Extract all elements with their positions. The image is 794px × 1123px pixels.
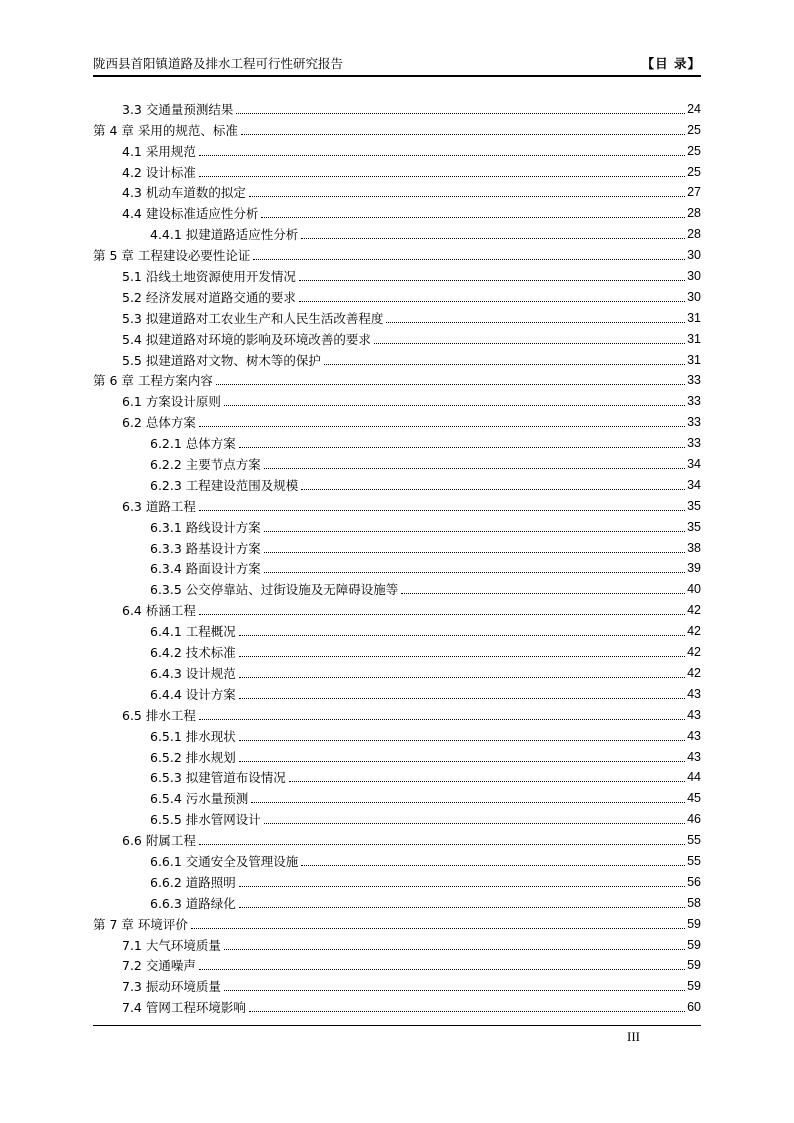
- toc-entry[interactable]: [93, 744, 701, 765]
- toc-entry-label: 6.4.4 设计方案: [150, 686, 236, 702]
- section-label: 【目 录】: [641, 56, 701, 71]
- toc-entry-label: 6.5.2 排水规划: [150, 749, 236, 765]
- toc-entry-label: 6.3 道路工程: [122, 498, 196, 514]
- toc-entry-label: 6.2.3 工程建设范围及规模: [150, 477, 299, 493]
- toc-entry-page: 55: [687, 833, 701, 848]
- toc-entry[interactable]: [93, 869, 701, 890]
- toc-entry[interactable]: [93, 430, 701, 451]
- toc-entry[interactable]: [93, 451, 701, 472]
- toc-entry-label: 7.3 振动环境质量: [122, 979, 221, 995]
- toc-entry[interactable]: [93, 556, 701, 577]
- toc-entry-label: 6.1 方案设计原则: [122, 394, 221, 410]
- toc-entry[interactable]: [93, 493, 701, 514]
- toc-entry-page: 33: [687, 394, 701, 409]
- toc-entry[interactable]: [93, 576, 701, 597]
- dot-leader: [299, 301, 685, 302]
- toc-entry[interactable]: [93, 535, 701, 556]
- toc-entry-page: 59: [687, 937, 701, 952]
- toc-entry[interactable]: [93, 806, 701, 827]
- footer-rule: [93, 1025, 701, 1026]
- toc-entry[interactable]: [93, 409, 701, 430]
- toc-entry-label: 第 4 章 采用的规范、标准: [93, 122, 238, 138]
- toc-entry-page: 27: [687, 185, 701, 200]
- dot-leader: [224, 949, 685, 950]
- dot-leader: [239, 907, 685, 908]
- toc-entry-page: 30: [687, 289, 701, 304]
- toc-entry-page: 58: [687, 895, 701, 910]
- toc-entry[interactable]: [93, 242, 701, 263]
- toc-entry-page: 44: [687, 770, 701, 785]
- dot-leader: [216, 384, 685, 385]
- dot-leader: [236, 113, 685, 114]
- dot-leader: [249, 1011, 685, 1012]
- toc-entry-label: 7.1 大气环境质量: [122, 937, 221, 953]
- toc-entry-page: 30: [687, 248, 701, 263]
- toc-entry-page: 43: [687, 749, 701, 764]
- dot-leader: [224, 990, 685, 991]
- toc-entry-page: 25: [687, 122, 701, 137]
- toc-entry-label: 6.5.1 排水现状: [150, 728, 236, 744]
- toc-entry-page: 33: [687, 373, 701, 388]
- header-rule: [93, 75, 701, 77]
- toc-entry[interactable]: [93, 827, 701, 848]
- toc-entry[interactable]: [93, 848, 701, 869]
- dot-leader: [199, 969, 685, 970]
- toc-entry-label: 6.6 附属工程: [122, 833, 196, 849]
- toc-entry-label: 6.4 桥涵工程: [122, 603, 196, 619]
- dot-leader: [264, 552, 685, 553]
- toc-entry-page: 38: [687, 540, 701, 555]
- toc-entry-page: 59: [687, 979, 701, 994]
- dot-leader: [401, 593, 685, 594]
- toc-entry[interactable]: [93, 953, 701, 974]
- toc-entry-label: 6.2.2 主要节点方案: [150, 457, 261, 473]
- dot-leader: [199, 155, 685, 156]
- table-of-contents: [93, 96, 701, 1015]
- toc-entry[interactable]: [93, 388, 701, 409]
- toc-entry[interactable]: [93, 994, 701, 1015]
- toc-entry-page: 39: [687, 561, 701, 576]
- toc-entry-page: 40: [687, 582, 701, 597]
- toc-entry[interactable]: [93, 514, 701, 535]
- toc-entry[interactable]: [93, 368, 701, 389]
- toc-entry-label: 5.4 拟建道路对环境的影响及环境改善的要求: [122, 331, 371, 347]
- toc-entry-label: 6.2.1 总体方案: [150, 436, 236, 452]
- dot-leader: [264, 468, 685, 469]
- toc-entry-page: 30: [687, 269, 701, 284]
- dot-leader: [374, 343, 685, 344]
- dot-leader: [239, 886, 685, 887]
- toc-entry-label: 6.3.4 路面设计方案: [150, 561, 261, 577]
- dot-leader: [239, 635, 685, 636]
- toc-entry-label: 6.4.1 工程概况: [150, 624, 236, 640]
- toc-entry[interactable]: [93, 221, 701, 242]
- toc-entry[interactable]: [93, 180, 701, 201]
- toc-entry-label: 6.5.5 排水管网设计: [150, 812, 261, 828]
- toc-entry-page: 56: [687, 874, 701, 889]
- dot-leader: [191, 928, 685, 929]
- toc-entry-page: 31: [687, 331, 701, 346]
- toc-entry-page: 35: [687, 519, 701, 534]
- dot-leader: [253, 259, 685, 260]
- toc-entry-page: 31: [687, 310, 701, 325]
- toc-entry[interactable]: [93, 117, 701, 138]
- dot-leader: [289, 781, 685, 782]
- toc-entry[interactable]: [93, 159, 701, 180]
- toc-entry[interactable]: [93, 973, 701, 994]
- toc-entry-page: 28: [687, 206, 701, 221]
- dot-leader: [199, 176, 685, 177]
- dot-leader: [239, 677, 685, 678]
- toc-entry-label: 6.6.3 道路绿化: [150, 895, 236, 911]
- toc-entry-page: 42: [687, 645, 701, 660]
- dot-leader: [251, 802, 685, 803]
- dot-leader: [264, 531, 685, 532]
- toc-entry-label: 6.2 总体方案: [122, 415, 196, 431]
- dot-leader: [199, 510, 685, 511]
- dot-leader: [264, 572, 685, 573]
- toc-entry-label: 5.2 经济发展对道路交通的要求: [122, 289, 296, 305]
- page-number: III: [627, 1029, 640, 1044]
- toc-entry[interactable]: [93, 765, 701, 786]
- document-title: 陇西县首阳镇道路及排水工程可行性研究报告: [93, 56, 344, 71]
- toc-entry[interactable]: [93, 96, 701, 117]
- toc-entry-label: 7.2 交通噪声: [122, 958, 196, 974]
- toc-entry-page: 43: [687, 707, 701, 722]
- toc-entry[interactable]: [93, 890, 701, 911]
- dot-leader: [264, 823, 685, 824]
- dot-leader: [301, 489, 685, 490]
- toc-entry[interactable]: [93, 472, 701, 493]
- toc-entry[interactable]: [93, 263, 701, 284]
- toc-entry-page: 31: [687, 352, 701, 367]
- toc-entry-label: 6.6.2 道路照明: [150, 874, 236, 890]
- toc-entry-label: 6.3.5 公交停靠站、过街设施及无障碍设施等: [150, 582, 399, 598]
- dot-leader: [301, 865, 685, 866]
- toc-entry-page: 34: [687, 457, 701, 472]
- dot-leader: [324, 364, 685, 365]
- toc-entry[interactable]: [93, 702, 701, 723]
- toc-entry-label: 6.6.1 交通安全及管理设施: [150, 853, 299, 869]
- dot-leader: [199, 719, 685, 720]
- toc-entry[interactable]: [93, 618, 701, 639]
- toc-entry-label: 4.2 设计标准: [122, 164, 196, 180]
- toc-entry[interactable]: [93, 597, 701, 618]
- toc-entry-label: 6.4.3 设计规范: [150, 665, 236, 681]
- toc-entry-label: 6.3.3 路基设计方案: [150, 540, 261, 556]
- toc-entry[interactable]: [93, 138, 701, 159]
- toc-entry-page: 45: [687, 791, 701, 806]
- dot-leader: [199, 614, 685, 615]
- toc-entry-label: 3.3 交通量预测结果: [122, 101, 234, 117]
- toc-entry-label: 4.1 采用规范: [122, 143, 196, 159]
- dot-leader: [249, 196, 685, 197]
- toc-entry[interactable]: [93, 200, 701, 221]
- toc-entry[interactable]: [93, 347, 701, 368]
- toc-entry-page: 46: [687, 812, 701, 827]
- toc-entry-page: 42: [687, 624, 701, 639]
- toc-entry-label: 6.5.4 污水量预测: [150, 791, 249, 807]
- dot-leader: [239, 698, 685, 699]
- toc-entry[interactable]: [93, 284, 701, 305]
- toc-entry-label: 5.3 拟建道路对工农业生产和人民生活改善程度: [122, 310, 384, 326]
- dot-leader: [239, 761, 685, 762]
- toc-entry-label: 6.5 排水工程: [122, 707, 196, 723]
- toc-entry-page: 25: [687, 164, 701, 179]
- toc-entry-page: 43: [687, 728, 701, 743]
- toc-entry-label: 第 7 章 环境评价: [93, 916, 188, 932]
- dot-leader: [224, 405, 685, 406]
- toc-entry[interactable]: [93, 911, 701, 932]
- toc-entry-page: 35: [687, 498, 701, 513]
- dot-leader: [241, 134, 685, 135]
- toc-entry-label: 5.5 拟建道路对文物、树木等的保护: [122, 352, 321, 368]
- dot-leader: [261, 217, 685, 218]
- toc-entry[interactable]: [93, 785, 701, 806]
- toc-entry-label: 6.5.3 拟建管道布设情况: [150, 770, 286, 786]
- toc-entry-label: 4.4.1 拟建道路适应性分析: [150, 227, 299, 243]
- toc-entry[interactable]: [93, 723, 701, 744]
- toc-entry-page: 43: [687, 686, 701, 701]
- page-header: [93, 55, 701, 73]
- toc-entry-page: 28: [687, 227, 701, 242]
- toc-entry[interactable]: [93, 326, 701, 347]
- toc-entry-page: 59: [687, 916, 701, 931]
- toc-entry-label: 4.3 机动车道数的拟定: [122, 185, 246, 201]
- toc-entry-page: 42: [687, 665, 701, 680]
- toc-entry-label: 第 5 章 工程建设必要性论证: [93, 248, 251, 264]
- toc-entry-label: 7.4 管网工程环境影响: [122, 1000, 246, 1016]
- toc-entry[interactable]: [93, 305, 701, 326]
- dot-leader: [299, 280, 685, 281]
- toc-entry-page: 24: [687, 101, 701, 116]
- dot-leader: [199, 426, 685, 427]
- toc-entry-page: 55: [687, 853, 701, 868]
- dot-leader: [301, 238, 685, 239]
- toc-entry-page: 33: [687, 415, 701, 430]
- toc-entry-page: 60: [687, 1000, 701, 1015]
- toc-entry-page: 59: [687, 958, 701, 973]
- dot-leader: [239, 447, 685, 448]
- toc-entry[interactable]: [93, 639, 701, 660]
- toc-entry-label: 5.1 沿线土地资源使用开发情况: [122, 269, 296, 285]
- toc-entry-label: 4.4 建设标准适应性分析: [122, 206, 259, 222]
- toc-entry[interactable]: [93, 932, 701, 953]
- toc-entry-page: 34: [687, 477, 701, 492]
- dot-leader: [199, 844, 685, 845]
- toc-entry-label: 第 6 章 工程方案内容: [93, 373, 213, 389]
- toc-entry[interactable]: [93, 660, 701, 681]
- toc-entry-label: 6.3.1 路线设计方案: [150, 519, 261, 535]
- dot-leader: [239, 656, 685, 657]
- toc-entry-page: 25: [687, 143, 701, 158]
- dot-leader: [239, 740, 685, 741]
- toc-entry-label: 6.4.2 技术标准: [150, 645, 236, 661]
- dot-leader: [386, 322, 685, 323]
- toc-entry-page: 33: [687, 436, 701, 451]
- toc-entry-page: 42: [687, 603, 701, 618]
- toc-entry[interactable]: [93, 681, 701, 702]
